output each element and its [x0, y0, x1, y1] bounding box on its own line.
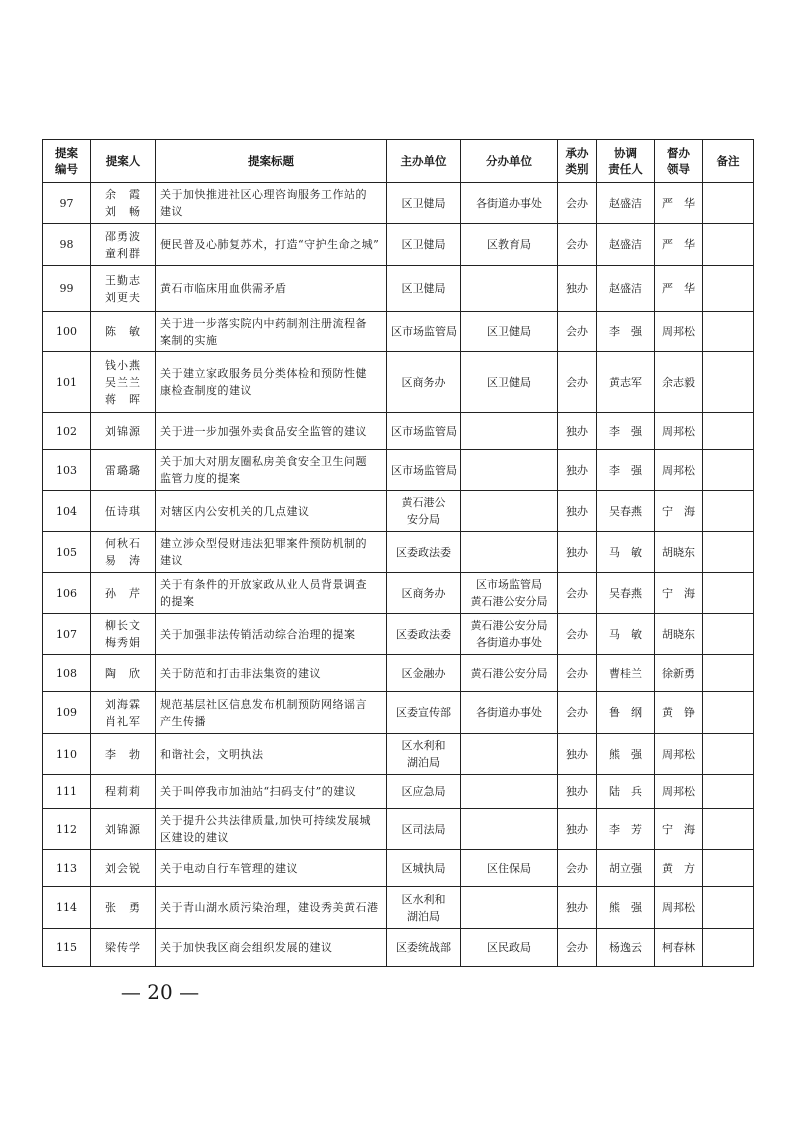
- cell-coordinator: 赵盛洁: [597, 266, 655, 312]
- cell-line: 区教育局: [487, 238, 531, 251]
- cell-type: 会办: [558, 929, 597, 967]
- cell-line: 区卫健局: [401, 282, 446, 295]
- cell-line: 柳长文: [105, 619, 141, 632]
- cell-line: 各街道办事处: [476, 636, 542, 649]
- col-header-number: 提案 编号: [43, 140, 91, 183]
- cell-coordinator: 胡立强: [597, 850, 655, 887]
- cell-title: [156, 532, 387, 573]
- cell-number: 107: [43, 614, 91, 655]
- cell-line: 区司法局: [401, 822, 446, 836]
- cell-line: 程莉莉: [105, 785, 141, 798]
- cell-coordinator: 陆 兵: [597, 775, 655, 809]
- cell-supervisor: 胡晓东: [655, 614, 703, 655]
- table-row: [43, 266, 754, 312]
- cell-line: 吴兰兰: [105, 375, 141, 389]
- cell-supervisor: 周邦松: [655, 413, 703, 450]
- cell-coordinator: 赵盛洁: [597, 183, 655, 224]
- cell-host-unit: [387, 413, 461, 450]
- cell-line: 区市场监管局: [391, 463, 457, 477]
- cell-title: [156, 809, 387, 850]
- cell-number: 104: [43, 491, 91, 532]
- cell-line: 关于加强非法传销活动综合治理的提案: [160, 627, 356, 641]
- cell-line: 区城执局: [401, 861, 446, 875]
- cell-line: 区委统战部: [396, 941, 451, 954]
- table-row: [43, 312, 754, 352]
- cell-line: 关于电动自行车管理的建议: [160, 861, 298, 875]
- cell-proposer: [91, 734, 156, 775]
- table-body: [43, 183, 754, 967]
- cell-line: 便民普及心肺复苏术，打造“守护生命之城”: [160, 238, 380, 251]
- cell-line: 黄石港公安分局: [470, 595, 548, 608]
- cell-type: 会办: [558, 614, 597, 655]
- cell-coordinator: 李 强: [597, 312, 655, 352]
- col-header-co-unit: 分办单位: [461, 140, 558, 183]
- table-row: [43, 224, 754, 266]
- cell-type: 会办: [558, 224, 597, 266]
- cell-line: 建议: [160, 554, 183, 567]
- cell-supervisor: 黄 方: [655, 850, 703, 887]
- cell-proposer: [91, 266, 156, 312]
- cell-co-unit: [461, 413, 558, 450]
- col-header-type: 承办 类别: [558, 140, 597, 183]
- cell-line: 童利群: [105, 246, 141, 260]
- cell-note: [703, 887, 754, 929]
- cell-coordinator: 马 敏: [597, 532, 655, 573]
- cell-supervisor: 宁 海: [655, 809, 703, 850]
- cell-number: 110: [43, 734, 91, 775]
- cell-line: 关于防范和打击非法集资的建议: [160, 666, 321, 680]
- cell-type: 会办: [558, 352, 597, 413]
- cell-note: [703, 266, 754, 312]
- cell-type: 会办: [558, 850, 597, 887]
- cell-note: [703, 692, 754, 734]
- cell-note: [703, 450, 754, 491]
- cell-coordinator: 吴春燕: [597, 491, 655, 532]
- cell-supervisor: 黄 铮: [655, 692, 703, 734]
- cell-line: 区市场监管局: [391, 325, 457, 338]
- cell-line: 对辖区内公安机关的几点建议: [160, 504, 310, 518]
- cell-line: 产生传播: [160, 714, 206, 728]
- cell-type: 会办: [558, 655, 597, 692]
- table-row: [43, 450, 754, 491]
- table-row: [43, 491, 754, 532]
- cell-host-unit: [387, 887, 461, 929]
- cell-proposer: [91, 614, 156, 655]
- cell-note: [703, 573, 754, 614]
- cell-title: [156, 655, 387, 692]
- cell-co-unit: [461, 183, 558, 224]
- cell-line: 和谐社会，文明执法: [160, 747, 264, 761]
- cell-number: 112: [43, 809, 91, 850]
- cell-type: 独办: [558, 413, 597, 450]
- cell-line: 关于叫停我市加油站“扫码支付”的建议: [160, 785, 357, 798]
- cell-line: 蒋 晖: [105, 392, 141, 406]
- cell-title: [156, 450, 387, 491]
- table-row: [43, 614, 754, 655]
- cell-number: 101: [43, 352, 91, 413]
- cell-line: 区应急局: [401, 785, 446, 798]
- cell-number: 98: [43, 224, 91, 266]
- cell-supervisor: 严 华: [655, 266, 703, 312]
- cell-title: [156, 850, 387, 887]
- cell-co-unit: [461, 850, 558, 887]
- cell-host-unit: [387, 734, 461, 775]
- cell-line: 区建设的建议: [160, 831, 229, 844]
- cell-host-unit: [387, 224, 461, 266]
- cell-title: [156, 614, 387, 655]
- col-header-host-unit: 主办单位: [387, 140, 461, 183]
- cell-number: 97: [43, 183, 91, 224]
- cell-number: 113: [43, 850, 91, 887]
- cell-line: 监管力度的提案: [160, 472, 241, 485]
- cell-type: 独办: [558, 450, 597, 491]
- cell-title: [156, 312, 387, 352]
- cell-note: [703, 413, 754, 450]
- cell-type: 独办: [558, 491, 597, 532]
- cell-co-unit: [461, 266, 558, 312]
- cell-line: 关于加快我区商会组织发展的建议: [160, 941, 333, 954]
- cell-line: 区民政局: [487, 941, 531, 954]
- cell-host-unit: [387, 692, 461, 734]
- cell-coordinator: 杨逸云: [597, 929, 655, 967]
- cell-line: 区商务办: [401, 586, 446, 600]
- cell-host-unit: [387, 614, 461, 655]
- cell-number: 115: [43, 929, 91, 967]
- cell-co-unit: [461, 734, 558, 775]
- table-row: [43, 352, 754, 413]
- cell-coordinator: 赵盛洁: [597, 224, 655, 266]
- cell-proposer: [91, 887, 156, 929]
- cell-type: 会办: [558, 573, 597, 614]
- cell-note: [703, 929, 754, 967]
- cell-line: 陶 欣: [105, 666, 141, 680]
- col-header-supervisor: 督办 领导: [655, 140, 703, 183]
- cell-supervisor: 严 华: [655, 224, 703, 266]
- cell-supervisor: 胡晓东: [655, 532, 703, 573]
- cell-host-unit: [387, 491, 461, 532]
- cell-line: 何秋石: [105, 537, 141, 550]
- cell-title: [156, 266, 387, 312]
- cell-line: 区卫健局: [401, 196, 446, 210]
- col-header-proposer: 提案人: [91, 140, 156, 183]
- cell-proposer: [91, 850, 156, 887]
- cell-coordinator: 熊 强: [597, 887, 655, 929]
- cell-number: 100: [43, 312, 91, 352]
- table-row: [43, 532, 754, 573]
- col-header-title: 提案标题: [156, 140, 387, 183]
- cell-co-unit: [461, 692, 558, 734]
- cell-line: 康检查制度的建议: [160, 384, 252, 397]
- cell-supervisor: 徐新勇: [655, 655, 703, 692]
- cell-line: 区市场监管局: [476, 578, 542, 591]
- page-number: — 20 —: [120, 980, 200, 1004]
- cell-line: 王勤志: [105, 273, 141, 287]
- col-header-note: 备注: [703, 140, 754, 183]
- cell-coordinator: 李 强: [597, 413, 655, 450]
- cell-co-unit: [461, 312, 558, 352]
- cell-host-unit: [387, 775, 461, 809]
- cell-title: [156, 929, 387, 967]
- cell-coordinator: 吴春燕: [597, 573, 655, 614]
- cell-line: 湖泊局: [407, 909, 440, 923]
- cell-line: 区卫健局: [401, 238, 446, 251]
- cell-co-unit: [461, 775, 558, 809]
- cell-note: [703, 809, 754, 850]
- cell-line: 孙 芹: [105, 586, 141, 600]
- cell-proposer: [91, 312, 156, 352]
- cell-number: 111: [43, 775, 91, 809]
- cell-line: 各街道办事处: [476, 196, 542, 210]
- table-row: [43, 413, 754, 450]
- cell-title: [156, 352, 387, 413]
- cell-line: 张 勇: [105, 901, 141, 914]
- table-row: [43, 734, 754, 775]
- cell-line: 黄石港公安分局: [470, 619, 548, 632]
- cell-line: 钱小燕: [105, 358, 141, 372]
- col-header-coordinator: 协调 责任人: [597, 140, 655, 183]
- cell-supervisor: 周邦松: [655, 450, 703, 491]
- cell-type: 独办: [558, 775, 597, 809]
- cell-co-unit: [461, 614, 558, 655]
- cell-host-unit: [387, 850, 461, 887]
- cell-host-unit: [387, 655, 461, 692]
- cell-line: 黄石市临床用血供需矛盾: [160, 282, 287, 295]
- cell-coordinator: 曹桂兰: [597, 655, 655, 692]
- cell-co-unit: [461, 573, 558, 614]
- cell-line: 伍诗琪: [105, 504, 141, 518]
- cell-number: 109: [43, 692, 91, 734]
- cell-line: 案制的实施: [160, 333, 218, 347]
- cell-proposer: [91, 573, 156, 614]
- cell-type: 会办: [558, 692, 597, 734]
- cell-proposer: [91, 929, 156, 967]
- cell-note: [703, 775, 754, 809]
- table-row: [43, 887, 754, 929]
- cell-co-unit: [461, 655, 558, 692]
- cell-note: [703, 532, 754, 573]
- header-row: [43, 140, 754, 183]
- cell-type: 会办: [558, 312, 597, 352]
- cell-co-unit: [461, 224, 558, 266]
- cell-proposer: [91, 183, 156, 224]
- cell-line: 关于加大对朋友圈私房美食安全卫生问题: [160, 455, 367, 468]
- cell-line: 规范基层社区信息发布机制预防网络谣言: [160, 697, 367, 711]
- cell-line: 区卫健局: [487, 375, 531, 389]
- cell-supervisor: 严 华: [655, 183, 703, 224]
- cell-line: 建立涉众型侵财违法犯罪案件预防机制的: [160, 537, 367, 550]
- cell-note: [703, 655, 754, 692]
- cell-line: 刘更夫: [105, 290, 141, 304]
- cell-note: [703, 491, 754, 532]
- cell-coordinator: 马 敏: [597, 614, 655, 655]
- cell-supervisor: 余志毅: [655, 352, 703, 413]
- cell-co-unit: [461, 532, 558, 573]
- cell-supervisor: 周邦松: [655, 887, 703, 929]
- cell-title: [156, 413, 387, 450]
- cell-title: [156, 775, 387, 809]
- cell-line: 关于建立家政服务员分类体检和预防性健: [160, 367, 367, 380]
- cell-co-unit: [461, 929, 558, 967]
- table-row: [43, 183, 754, 224]
- cell-line: 刘锦源: [105, 424, 141, 438]
- cell-number: 99: [43, 266, 91, 312]
- cell-line: 余 霞: [105, 188, 141, 201]
- cell-line: 关于加快推进社区心理咨询服务工作站的: [160, 188, 367, 201]
- cell-title: [156, 692, 387, 734]
- cell-line: 易 涛: [105, 554, 141, 567]
- cell-line: 区金融办: [401, 666, 446, 680]
- cell-line: 关于提升公共法律质量,加快可持续发展城: [160, 814, 371, 827]
- cell-coordinator: 黄志军: [597, 352, 655, 413]
- cell-number: 106: [43, 573, 91, 614]
- cell-coordinator: 熊 强: [597, 734, 655, 775]
- cell-co-unit: [461, 352, 558, 413]
- cell-host-unit: [387, 312, 461, 352]
- cell-line: 关于进一步落实院内中药制剂注册流程备: [160, 316, 367, 330]
- cell-line: 湖泊局: [407, 756, 440, 769]
- cell-type: 独办: [558, 887, 597, 929]
- cell-line: 刘会锐: [105, 861, 141, 875]
- cell-host-unit: [387, 450, 461, 491]
- cell-line: 刘锦源: [105, 822, 141, 836]
- table-row: [43, 929, 754, 967]
- cell-number: 114: [43, 887, 91, 929]
- cell-proposer: [91, 450, 156, 491]
- cell-note: [703, 734, 754, 775]
- cell-type: 会办: [558, 183, 597, 224]
- cell-line: 黄石港公: [401, 496, 446, 509]
- cell-number: 102: [43, 413, 91, 450]
- cell-note: [703, 352, 754, 413]
- table-row: [43, 850, 754, 887]
- table-row: [43, 775, 754, 809]
- cell-type: 独办: [558, 809, 597, 850]
- cell-proposer: [91, 655, 156, 692]
- cell-host-unit: [387, 352, 461, 413]
- cell-number: 103: [43, 450, 91, 491]
- cell-co-unit: [461, 491, 558, 532]
- cell-line: 安分局: [407, 513, 440, 526]
- proposal-table: [42, 139, 754, 967]
- cell-type: 独办: [558, 532, 597, 573]
- cell-line: 黄石港公安分局: [470, 666, 548, 680]
- cell-line: 区委宣传部: [396, 706, 451, 719]
- cell-supervisor: 宁 海: [655, 573, 703, 614]
- cell-note: [703, 614, 754, 655]
- cell-title: [156, 887, 387, 929]
- cell-line: 刘海霖: [105, 697, 141, 711]
- cell-line: 邵勇波: [105, 229, 141, 243]
- cell-proposer: [91, 413, 156, 450]
- cell-line: 区委政法委: [396, 627, 451, 641]
- cell-type: 独办: [558, 734, 597, 775]
- cell-proposer: [91, 532, 156, 573]
- cell-host-unit: [387, 573, 461, 614]
- cell-line: 区水利和: [401, 739, 446, 752]
- table-row: [43, 692, 754, 734]
- cell-coordinator: 李 强: [597, 450, 655, 491]
- cell-proposer: [91, 775, 156, 809]
- cell-type: 独办: [558, 266, 597, 312]
- cell-co-unit: [461, 809, 558, 850]
- cell-line: 区商务办: [401, 375, 446, 389]
- cell-supervisor: 宁 海: [655, 491, 703, 532]
- cell-proposer: [91, 352, 156, 413]
- cell-supervisor: 柯春林: [655, 929, 703, 967]
- cell-number: 105: [43, 532, 91, 573]
- table-row: [43, 809, 754, 850]
- cell-note: [703, 224, 754, 266]
- cell-proposer: [91, 692, 156, 734]
- cell-note: [703, 850, 754, 887]
- cell-line: 刘 畅: [105, 205, 141, 218]
- cell-host-unit: [387, 929, 461, 967]
- cell-supervisor: 周邦松: [655, 734, 703, 775]
- cell-note: [703, 312, 754, 352]
- cell-line: 梅秀娟: [105, 636, 141, 649]
- cell-title: [156, 573, 387, 614]
- cell-proposer: [91, 809, 156, 850]
- cell-note: [703, 183, 754, 224]
- cell-number: 108: [43, 655, 91, 692]
- cell-title: [156, 183, 387, 224]
- cell-line: 肖礼军: [105, 714, 141, 728]
- table-row: [43, 573, 754, 614]
- cell-line: 关于进一步加强外卖食品安全监管的建议: [160, 424, 367, 438]
- cell-proposer: [91, 491, 156, 532]
- cell-line: 陈 敏: [105, 325, 141, 338]
- cell-host-unit: [387, 266, 461, 312]
- cell-line: 区卫健局: [487, 325, 531, 338]
- cell-line: 梁传学: [105, 941, 141, 954]
- cell-line: 关于有条件的开放家政从业人员背景调查: [160, 578, 367, 591]
- cell-host-unit: [387, 809, 461, 850]
- cell-host-unit: [387, 183, 461, 224]
- cell-line: 区住保局: [487, 861, 531, 875]
- cell-title: [156, 734, 387, 775]
- cell-line: 雷璐璐: [105, 463, 141, 477]
- cell-line: 关于青山湖水质污染治理，建设秀美黄石港: [160, 901, 379, 914]
- cell-line: 各街道办事处: [476, 706, 542, 719]
- cell-line: 建议: [160, 205, 183, 218]
- cell-co-unit: [461, 450, 558, 491]
- cell-line: 区水利和: [401, 892, 446, 906]
- cell-coordinator: 李 芳: [597, 809, 655, 850]
- cell-line: 李 勃: [105, 747, 141, 761]
- cell-proposer: [91, 224, 156, 266]
- cell-line: 的提案: [160, 595, 195, 608]
- cell-line: 区市场监管局: [391, 424, 457, 438]
- cell-supervisor: 周邦松: [655, 775, 703, 809]
- cell-supervisor: 周邦松: [655, 312, 703, 352]
- table-row: [43, 655, 754, 692]
- cell-title: [156, 224, 387, 266]
- cell-co-unit: [461, 887, 558, 929]
- cell-line: 区委政法委: [396, 545, 451, 559]
- cell-title: [156, 491, 387, 532]
- cell-coordinator: 鲁 纲: [597, 692, 655, 734]
- cell-host-unit: [387, 532, 461, 573]
